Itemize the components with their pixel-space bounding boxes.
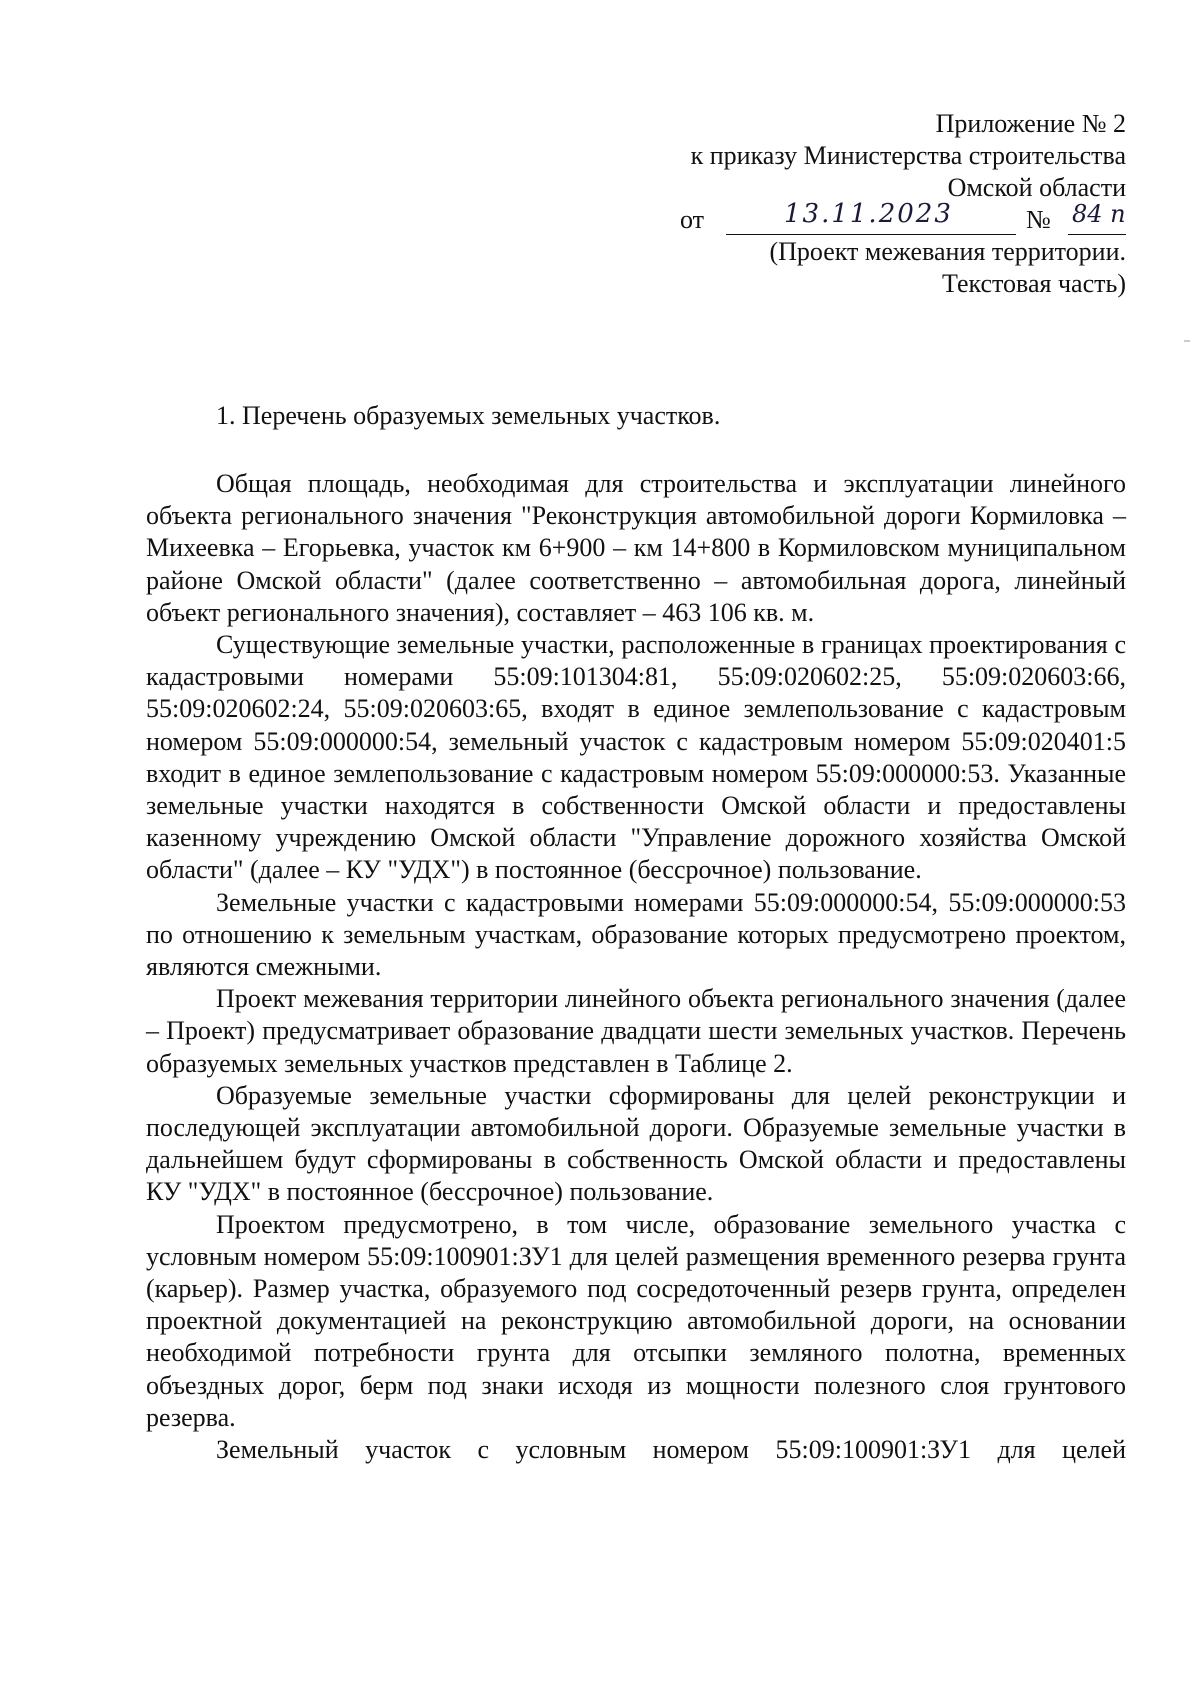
paragraph: Проектом предусмотрено, в том числе, образование земельного участка с условным номером 55:09:100901:ЗУ1 для целей размещения временного резерва грунта (карьер). Размер участка, образуемого под сосредоточенный резерв грунта, определен проектной документацией на реконструкцию автомобильной дороги, на основании необходимой потребности грунта для отсыпки земляного полотна, временных объездных дорог, берм под знаки исходя из мощности полезного слоя грунтового резерва.: [146, 1209, 1126, 1432]
paragraph: Земельный участок с условным номером 55:09:100901:ЗУ1 для целей: [216, 1435, 1126, 1465]
appendix-header: [606, 108, 1126, 300]
handwritten-date: 13.11.2023: [784, 199, 953, 229]
paragraph: Земельные участки с кадастровыми номерами 55:09:000000:54, 55:09:000000:53 по отношению к земельным участкам, образование которых предусмотрено проектом, являются смежными.: [146, 887, 1126, 982]
paragraph: Общая площадь, необходимая для строительства и эксплуатации линейного объекта регионального значения "Реконструкция автомобильной дороги Кормиловка – Михеевка – Егорьевка, участок км 6+900 – км 14+800 в Кормиловском муниципальном районе Омской области" (далее соответственно – автомобильная дорога, линейный объект регионального значения), составляет – 463 106 кв. м.: [146, 469, 1126, 627]
appendix-number: Приложение № 2: [935, 109, 1126, 138]
paragraph: Образуемые земельные участки сформированы для целей реконструкции и последующей эксплуатации автомобильной дороги. Образуемые земельные участки в дальнейшем будут сформированы в собственность Омской области и предоставлены КУ "УДХ" в постоянное (бессрочное) пользование.: [146, 1080, 1126, 1207]
from-label: от: [680, 205, 705, 234]
project-title-line-2: Текстовая часть): [942, 269, 1126, 298]
paragraph: Проект межевания территории линейного объекта регионального значения (далее – Проект) предусматривает образование двадцати шести земельных участков. Перечень образуемых земельных участков представлен в Таблице 2.: [146, 984, 1126, 1078]
handwritten-number: 84 п: [1072, 200, 1126, 228]
body-text: [146, 468, 1126, 1466]
region-name: Омской области: [947, 173, 1126, 202]
order-date-field: [726, 199, 1016, 235]
order-date-line: [606, 199, 1126, 236]
order-number-field: [1068, 200, 1126, 235]
section-title: 1. Перечень образуемых земельных участков.: [216, 401, 721, 430]
number-label: №: [1026, 205, 1051, 234]
order-reference: к приказу Министерства строительства: [690, 141, 1126, 170]
scan-edge-mark: [1184, 340, 1190, 342]
paragraph: Существующие земельные участки, расположенные в границах проектирования с кадастровыми номерами 55:09:101304:81, 55:09:020602:25, 55:09:020603:66, 55:09:020602:24, 55:09:020603:65, входят в единое землепользование с кадастровым номером 55:09:000000:54, земельный участок с кадастровым номером 55:09:020401:5 входит в единое землепользование с кадастровым номером 55:09:000000:53. Указанные земельные участки находятся в собственности Омской области и предоставлены казенному учреждению Омской области "Управление дорожного хозяйства Омской области" (далее – КУ "УДХ") в постоянное (бессрочное) пользование.: [146, 630, 1126, 885]
project-title-line-1: (Проект межевания территории.: [769, 237, 1126, 266]
